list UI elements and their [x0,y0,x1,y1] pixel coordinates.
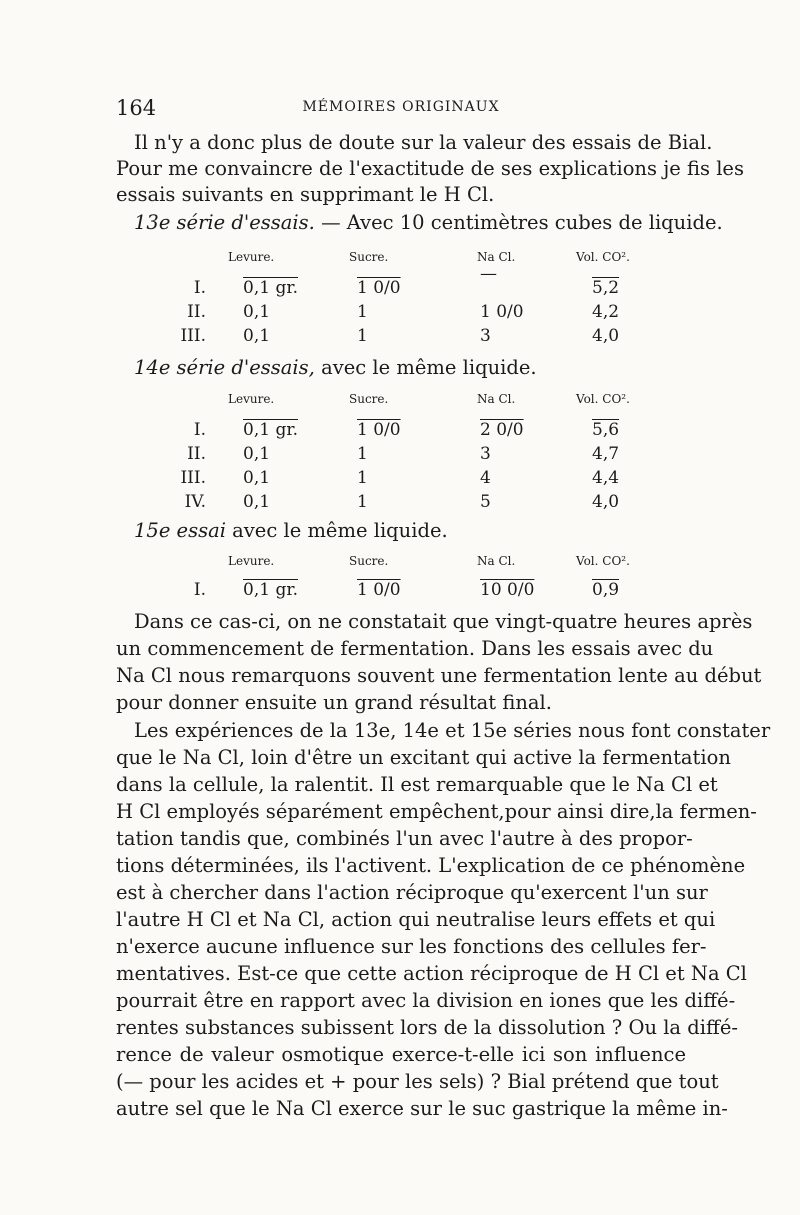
para2-line: dans la cellule, la ralentit. Il est remarquable que le Na Cl et [116,773,718,796]
series14-text: avec le même liquide. [314,356,537,379]
cell-vol: 4,2 [592,302,620,322]
table-header-levure: Levure. [228,554,275,568]
cell-vol: 4,0 [592,326,620,346]
cell-sucre: 1 [357,468,368,488]
cell-levure: 0,1 [243,326,271,346]
cell-nacl: 1 0/0 [480,302,524,322]
para2-line: tions déterminées, ils l'activent. L'explication de ce phénomène [116,854,746,877]
cell-sucre: 1 0/0 [357,420,401,440]
table-header-vol: Vol. CO². [576,392,630,406]
series13-text: — Avec 10 centimètres cubes de liquide. [314,211,723,234]
cell-nacl: 3 [480,326,491,346]
cell-levure: 0,1 gr. [243,580,298,600]
para2-line: que le Na Cl, loin d'être un excitant qui active la fermentation [116,746,731,769]
table-header-vol: Vol. CO². [576,250,630,264]
cell-vol: 4,7 [592,444,620,464]
table-row [116,580,686,602]
intro-line-3: essais suivants en supprimant le H Cl. [116,183,495,206]
series15-text: avec le même liquide. [225,519,448,542]
table-header-vol: Vol. CO². [576,554,630,568]
table-header-nacl: Na Cl. [477,392,516,406]
row-label: III. [180,326,206,346]
para2-line: l'autre H Cl et Na Cl, action qui neutralise leurs effets et qui [116,908,716,931]
cell-nacl: — [480,264,497,284]
table-header-sucre: Sucre. [349,554,389,568]
para2-line: autre sel que le Na Cl exerce sur le suc gastrique la même in- [116,1097,728,1120]
para1-line: un commencement de fermentation. Dans les essais avec du [116,637,714,660]
cell-sucre: 1 [357,492,368,512]
row-label: IV. [184,492,206,512]
page-header [116,96,686,122]
cell-sucre: 1 [357,302,368,322]
series15-label: 15e essai [134,519,226,542]
table-header-levure: Levure. [228,392,275,406]
para2-line: tation tandis que, combinés l'un avec l'autre à des propor- [116,827,693,850]
para2-line: pourrait être en rapport avec la division en iones que les diffé- [116,989,736,1012]
cell-levure: 0,1 [243,302,271,322]
row-label: I. [193,278,206,298]
series14-heading [134,355,686,381]
table-header-sucre: Sucre. [349,392,389,406]
para2-line: n'exerce aucune influence sur les fonctions des cellules fer- [116,935,707,958]
para2-line: (— pour les acides et + pour les sels) ? Bial prétend que tout [116,1070,719,1093]
series13-label: 13e série d'essais. [134,211,315,234]
table-row [116,492,686,514]
intro-line-1: Il n'y a donc plus de doute sur la valeur des essais de Bial. [134,131,713,154]
para2-line: rence de valeur osmotique exerce-t-elle ici son influence [116,1043,686,1066]
cell-vol: 4,0 [592,492,620,512]
cell-nacl: 4 [480,468,491,488]
row-label: II. [187,444,206,464]
cell-vol: 0,9 [592,580,620,600]
para2-line: Les expériences de la 13e, 14e et 15e séries nous font constater [134,719,771,742]
series15-heading [134,518,686,544]
para2-line: H Cl employés séparément empêchent,pour ainsi dire,la fermen- [116,800,757,823]
table-header-levure: Levure. [228,250,275,264]
row-label: I. [193,420,206,440]
row-label: I. [193,580,206,600]
cell-nacl: 3 [480,444,491,464]
cell-levure: 0,1 [243,444,271,464]
row-label: III. [180,468,206,488]
running-head: MÉMOIRES ORIGINAUX [302,99,500,115]
para2-line: est à chercher dans l'action réciproque qu'exercent l'un sur [116,881,708,904]
para1-line: Dans ce cas-ci, on ne constatait que vingt-quatre heures après [134,610,753,633]
page-number: 164 [116,96,157,120]
cell-nacl: 5 [480,492,491,512]
table-row [116,264,686,300]
cell-levure: 0,1 [243,492,271,512]
row-label: II. [187,302,206,322]
cell-levure: 0,1 [243,468,271,488]
cell-levure: 0,1 gr. [243,278,298,298]
table-row [116,468,686,490]
table-row [116,302,686,324]
series13-heading [134,210,723,236]
cell-vol: 5,2 [592,278,620,298]
table-row [116,420,686,442]
table-header-sucre: Sucre. [349,250,389,264]
cell-sucre: 1 [357,444,368,464]
cell-nacl: 2 0/0 [480,420,524,440]
cell-sucre: 1 0/0 [357,580,401,600]
cell-vol: 4,4 [592,468,620,488]
series14-label: 14e série d'essais, [134,356,315,379]
cell-nacl: 10 0/0 [480,580,535,600]
cell-vol: 5,6 [592,420,620,440]
para2-line: rentes substances subissent lors de la dissolution ? Ou la diffé- [116,1016,738,1039]
table-row [116,444,686,466]
para2-line: mentatives. Est-ce que cette action réciproque de H Cl et Na Cl [116,962,747,985]
para1-line: pour donner ensuite un grand résultat final. [116,691,552,714]
cell-levure: 0,1 gr. [243,420,298,440]
cell-sucre: 1 [357,326,368,346]
cell-sucre: 1 0/0 [357,278,401,298]
table-row [116,326,686,348]
table-header-nacl: Na Cl. [477,250,516,264]
table-header-nacl: Na Cl. [477,554,516,568]
para1-line: Na Cl nous remarquons souvent une fermentation lente au début [116,664,762,687]
intro-line-2: Pour me convaincre de l'exactitude de ses explications je fis les [116,157,744,180]
